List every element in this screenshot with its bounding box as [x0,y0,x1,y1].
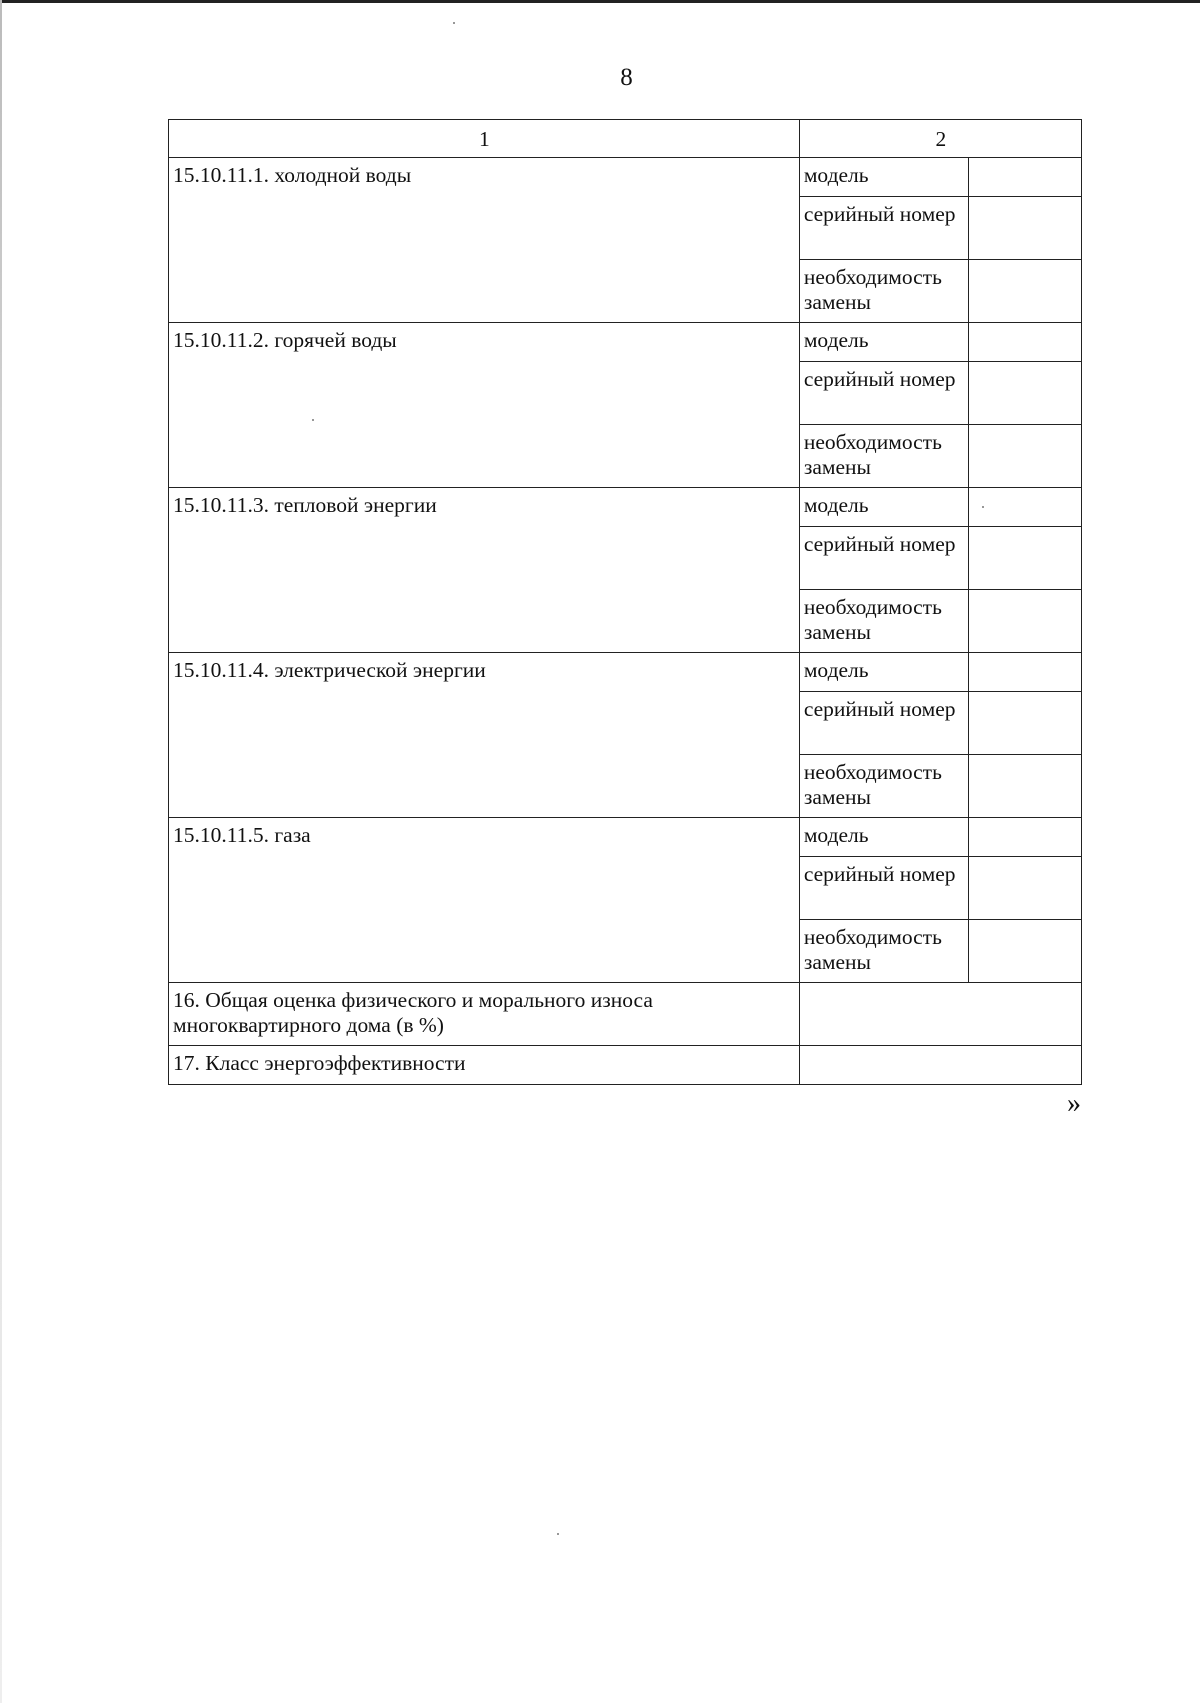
value-cell[interactable] [969,425,1082,488]
field-label-serial: серийный номер [799,197,968,260]
scan-speck [982,506,984,508]
value-cell[interactable] [799,983,1081,1046]
table-row [169,158,1082,197]
meter-group-title: 15.10.11.5. газа [169,818,800,983]
scan-top-edge [0,0,1200,3]
scan-speck [557,1533,559,1535]
field-label-model: модель [799,653,968,692]
table-row [169,1046,1082,1085]
value-cell[interactable] [969,158,1082,197]
table-row [169,653,1082,692]
value-cell[interactable] [799,1046,1081,1085]
value-cell[interactable] [969,857,1082,920]
closing-quote-mark: » [1067,1088,1081,1119]
table-row [169,488,1082,527]
value-cell[interactable] [969,590,1082,653]
value-cell[interactable] [969,818,1082,857]
field-label-model: модель [799,158,968,197]
field-label-replacement: необходимость замены [799,425,968,488]
value-cell[interactable] [969,197,1082,260]
scan-left-edge [0,0,2,1703]
field-label-replacement: необходимость замены [799,755,968,818]
meter-group-title: 15.10.11.2. горячей воды [169,323,800,488]
table-row [169,983,1082,1046]
field-label-model: модель [799,488,968,527]
field-label-serial: серийный номер [799,857,968,920]
field-label-replacement: необходимость замены [799,920,968,983]
field-label-model: модель [799,818,968,857]
field-label-replacement: необходимость замены [799,260,968,323]
energy-class-label: 17. Класс энергоэффективности [169,1046,800,1085]
page-number: 8 [620,64,633,91]
scan-speck [312,419,314,421]
wear-assessment-label: 16. Общая оценка физического и морального износа многоквартирного дома (в %) [169,983,800,1046]
meter-group-title: 15.10.11.3. тепловой энергии [169,488,800,653]
table-row [169,323,1082,362]
value-cell[interactable] [969,653,1082,692]
passport-table [168,119,1082,1085]
scan-speck [453,22,455,24]
value-cell[interactable] [969,920,1082,983]
table-header-row [169,120,1082,158]
field-label-serial: серийный номер [799,362,968,425]
column-header-1: 1 [169,120,800,158]
value-cell[interactable] [969,488,1082,527]
meter-group-title: 15.10.11.4. электрической энергии [169,653,800,818]
table-row [169,818,1082,857]
value-cell[interactable] [969,692,1082,755]
field-label-model: модель [799,323,968,362]
value-cell[interactable] [969,362,1082,425]
field-label-serial: серийный номер [799,692,968,755]
value-cell[interactable] [969,527,1082,590]
value-cell[interactable] [969,755,1082,818]
value-cell[interactable] [969,323,1082,362]
field-label-serial: серийный номер [799,527,968,590]
value-cell[interactable] [969,260,1082,323]
meter-group-title: 15.10.11.1. холодной воды [169,158,800,323]
field-label-replacement: необходимость замены [799,590,968,653]
column-header-2: 2 [799,120,1081,158]
